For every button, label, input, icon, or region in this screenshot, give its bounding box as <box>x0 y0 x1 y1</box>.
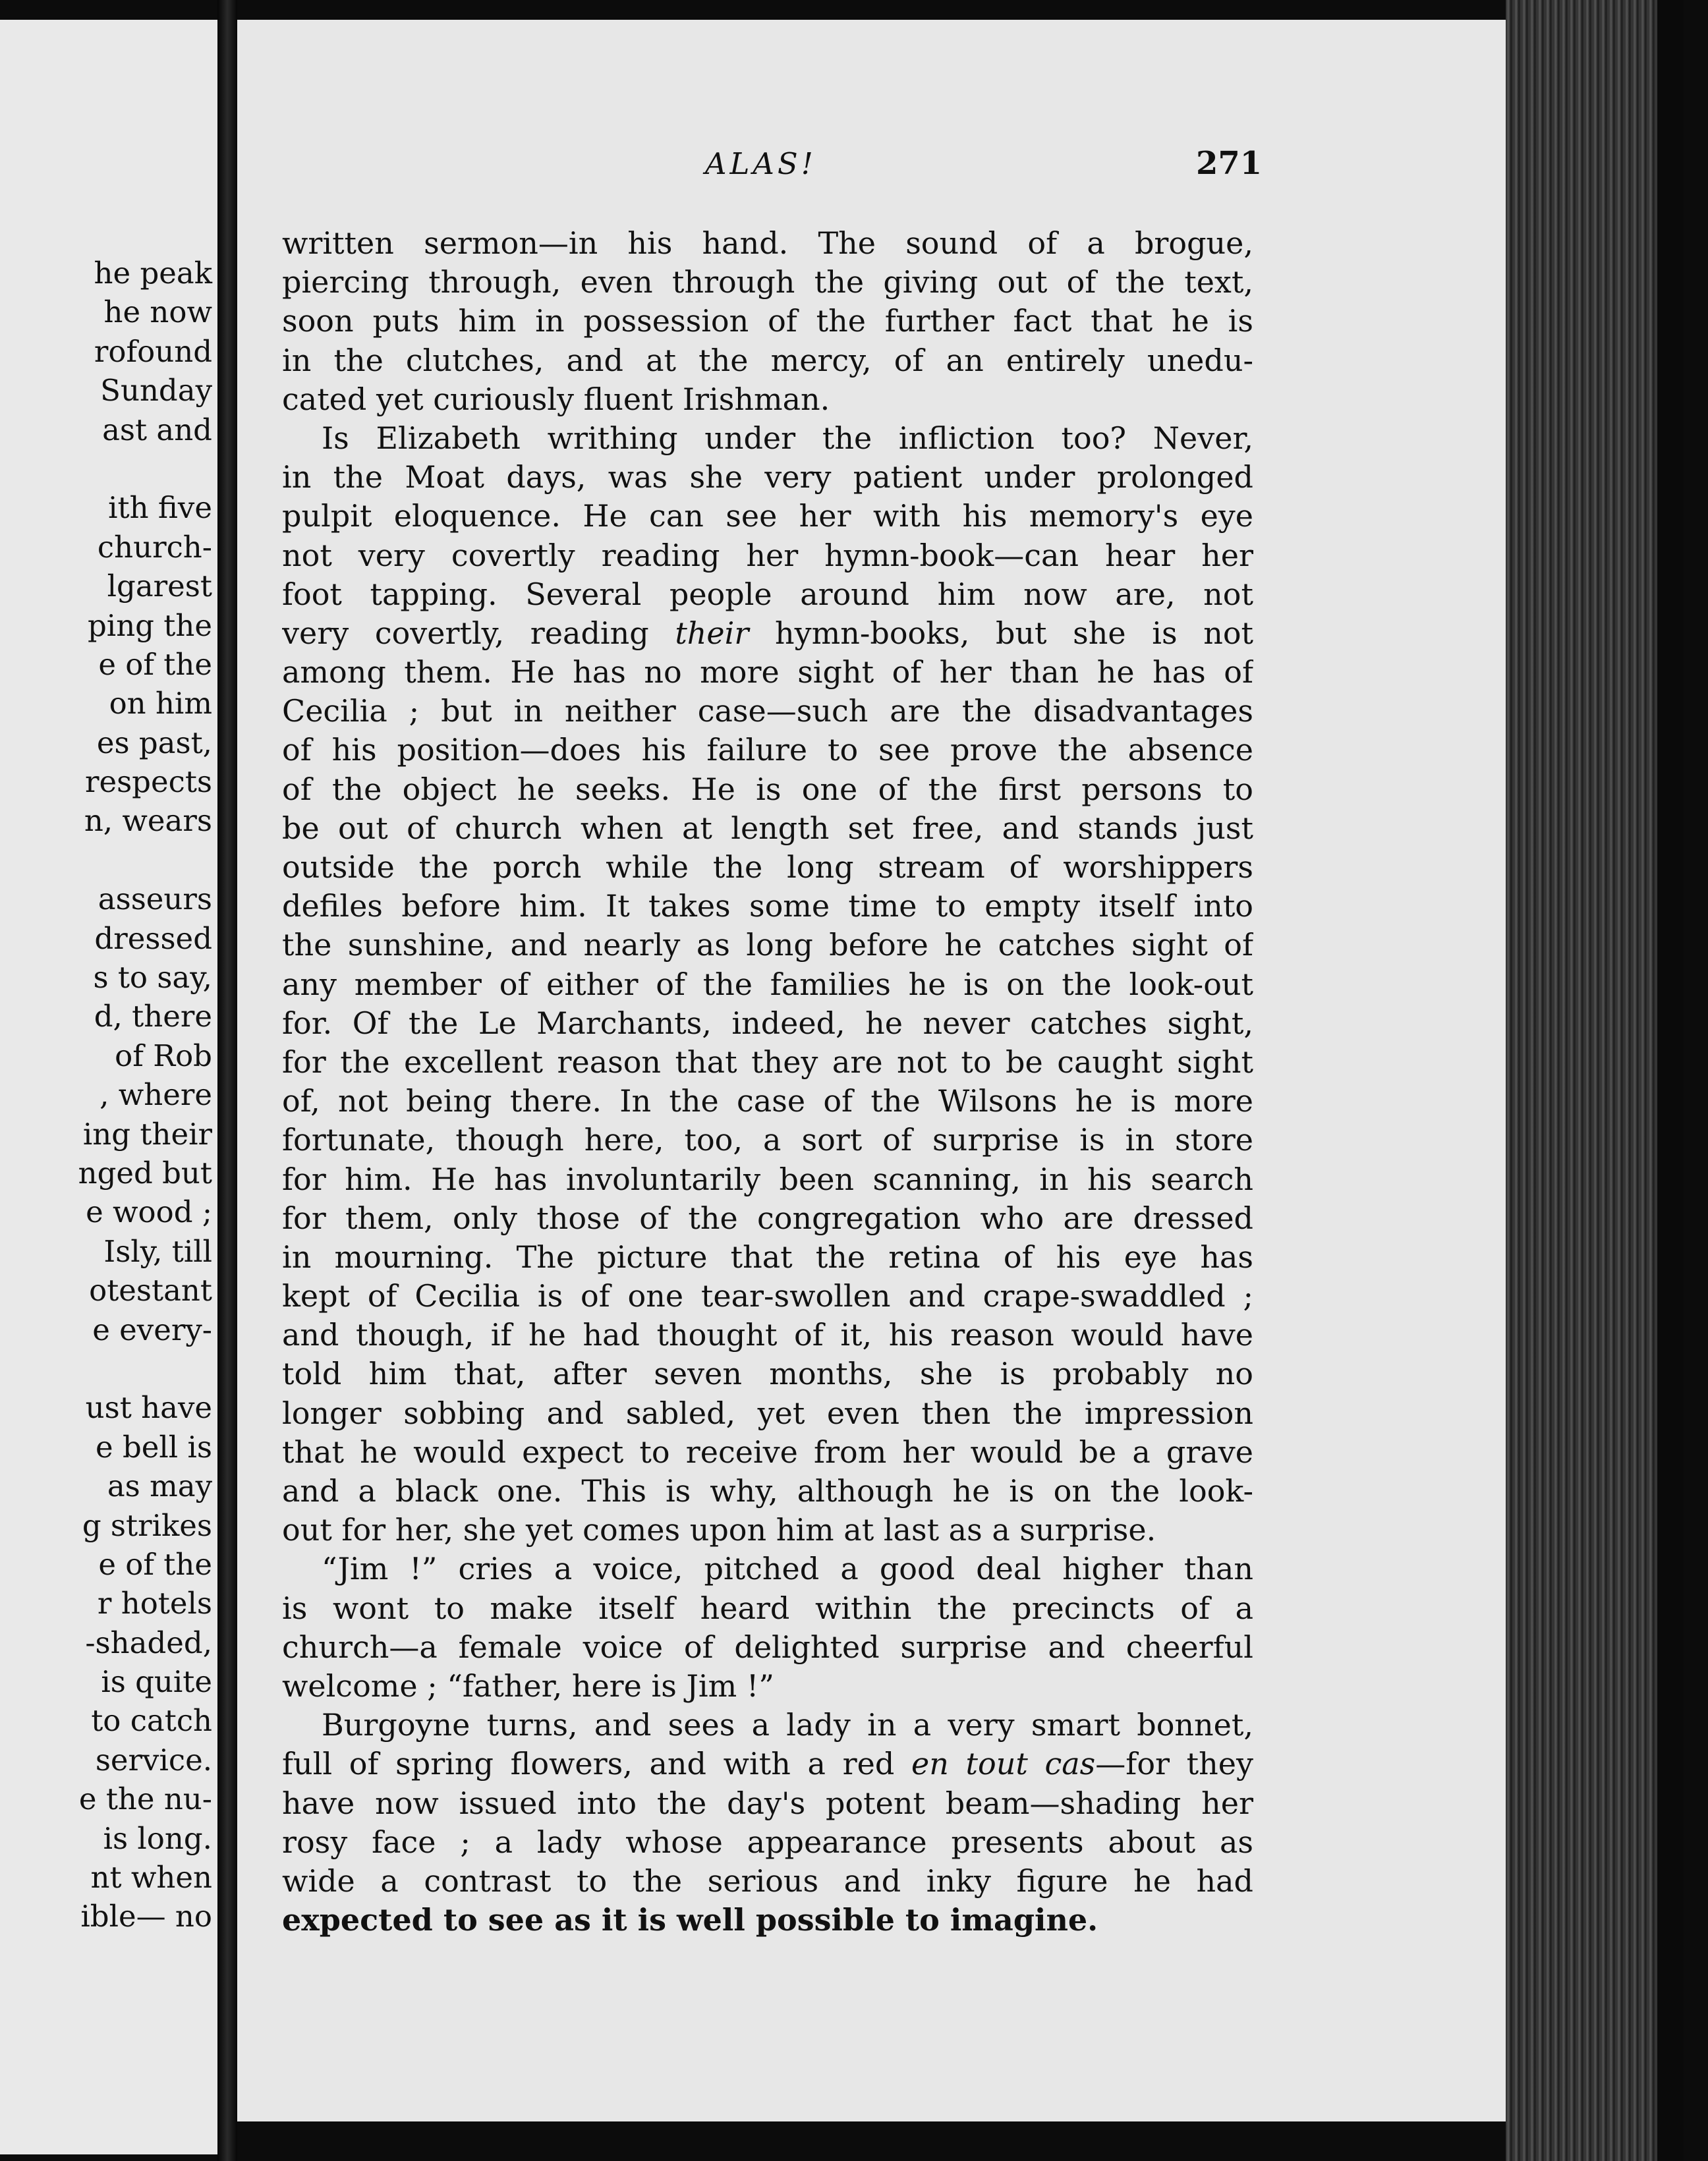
text-line: defiles before him. It takes some time to empty itself into <box>282 888 1253 924</box>
text-line: church—a female voice of delighted surprise and cheerful <box>282 1629 1253 1665</box>
left-page-line: he peak <box>94 256 212 291</box>
text-segment: very covertly, reading <box>282 615 649 651</box>
left-page-line: es past, <box>96 725 212 760</box>
text-line: of his position—does his failure to see prove the absence <box>282 732 1253 768</box>
left-page-line: on him <box>109 686 212 721</box>
left-page-line: church- <box>97 529 212 565</box>
text-line: pulpit eloquence. He can see her with his memory's eye <box>282 498 1253 534</box>
text-line: cated yet curiously fluent Irishman. <box>282 381 830 417</box>
left-page-line: e bell is <box>96 1429 212 1465</box>
running-head: ALAS! <box>705 146 816 181</box>
book-gutter <box>217 0 237 2161</box>
left-page-line: ust have <box>85 1390 212 1426</box>
text-line: fortunate, though here, too, a sort of surprise is in store <box>282 1122 1253 1158</box>
left-page-line: ping the <box>88 607 212 643</box>
left-page-line: lgarest <box>107 569 212 604</box>
text-line: for him. He has involuntarily been scanning, in his search <box>282 1161 1253 1197</box>
left-page-line: otestant <box>89 1273 212 1308</box>
left-page-line: dressed <box>94 920 212 956</box>
text-line: in mourning. The picture that the retina of his eye has <box>282 1239 1253 1275</box>
text-line: Cecilia ; but in neither case—such are the disadvantages <box>282 693 1253 729</box>
left-page-line: ing their <box>82 1116 212 1152</box>
left-facing-page <box>0 20 217 2154</box>
left-page-text <box>0 254 212 1936</box>
text-line: for them, only those of the congregation who are dressed <box>282 1200 1253 1236</box>
left-page-line: , where <box>100 1077 212 1113</box>
left-page-line: ible— no <box>80 1899 212 1934</box>
text-line <box>282 614 1253 653</box>
text-line: that he would expect to receive from her would be a grave <box>282 1434 1253 1470</box>
text-line: of the object he seeks. He is one of the first persons to <box>282 771 1253 807</box>
page-number: 271 <box>1196 145 1263 182</box>
left-page-line: he now <box>103 295 212 330</box>
left-page-line: as may <box>107 1469 212 1504</box>
text-line: not very covertly reading her hymn-book—can hear her <box>282 537 1253 573</box>
left-page-line: nged but <box>78 1155 212 1191</box>
text-line: of, not being there. In the case of the Wilsons he is more <box>282 1083 1253 1119</box>
text-line: outside the porch while the long stream of worshippers <box>282 849 1253 885</box>
body-text <box>282 224 1253 1940</box>
left-page-line: e of the <box>98 646 212 682</box>
left-page-line: e the nu- <box>78 1782 212 1817</box>
text-line: and though, if he had thought of it, his reason would have <box>282 1317 1253 1353</box>
left-page-line <box>0 841 212 880</box>
text-line: wide a contrast to the serious and inky figure he had <box>282 1863 1253 1899</box>
text-line: in the Moat days, was she very patient under prolonged <box>282 459 1253 495</box>
left-page-line: n, wears <box>84 803 212 839</box>
text-segment: hymn-books, but she is not <box>775 615 1253 651</box>
text-line <box>282 1745 1253 1783</box>
page-edges <box>1506 0 1684 2161</box>
left-page-line: asseurs <box>98 882 212 917</box>
text-line: kept of Cecilia is of one tear-swollen and crape-swaddled ; <box>282 1278 1253 1314</box>
text-line: out for her, she yet comes upon him at last as a surprise. <box>282 1512 1156 1548</box>
left-page-line: e wood ; <box>86 1194 212 1230</box>
text-line: and a black one. This is why, although he is on the look- <box>282 1473 1253 1509</box>
left-page-line: e every- <box>92 1312 212 1347</box>
left-page-line: service. <box>95 1742 212 1778</box>
text-line: “Jim !” cries a voice, pitched a good deal higher than <box>322 1551 1253 1587</box>
text-line: for. Of the Le Marchants, indeed, he never catches sight, <box>282 1005 1253 1041</box>
text-line: soon puts him in possession of the further fact that he is <box>282 303 1253 339</box>
text-line: the sunshine, and nearly as long before he catches sight of <box>282 927 1253 963</box>
left-page-line: Isly, till <box>103 1233 212 1269</box>
left-page-line: to catch <box>91 1703 212 1739</box>
left-page-line <box>0 449 212 488</box>
left-page-line: s to say, <box>93 960 212 996</box>
text-line: is wont to make itself heard within the precincts of a <box>282 1590 1253 1626</box>
text-segment: —for they <box>1095 1746 1253 1782</box>
text-line: foot tapping. Several people around him now are, not <box>282 576 1253 612</box>
left-page-line: d, there <box>94 999 212 1034</box>
left-page-line: r hotels <box>97 1586 212 1621</box>
left-page-line <box>0 1349 212 1388</box>
left-page-line: ast and <box>102 412 212 447</box>
text-line: welcome ; “father, here is Jim !” <box>282 1668 774 1704</box>
left-page-line: of Rob <box>115 1038 212 1073</box>
left-page-line: e of the <box>98 1546 212 1582</box>
left-page-line: is quite <box>101 1664 212 1700</box>
text-line: have now issued into the day's potent beam—shading her <box>282 1785 1253 1821</box>
left-page-line: -shaded, <box>85 1625 212 1660</box>
left-page-line: respects <box>84 764 212 800</box>
left-page-line: nt when <box>90 1860 212 1895</box>
text-line: in the clutches, and at the mercy, of an entirely unedu- <box>282 342 1253 378</box>
left-page-line: is long. <box>103 1820 212 1856</box>
left-page-line: ith five <box>108 490 212 526</box>
text-segment: full of spring flowers, and with a red <box>282 1746 895 1782</box>
left-page-line: rofound <box>94 333 212 369</box>
text-line: expected to see as it is well possible to imagine. <box>282 1902 1098 1938</box>
left-page-line: g strikes <box>82 1507 212 1543</box>
text-line: written sermon—in his hand. The sound of a brogue, <box>282 225 1253 261</box>
text-line: piercing through, even through the giving out of the text, <box>282 264 1253 300</box>
text-line: for the excellent reason that they are not to be caught sight <box>282 1044 1253 1080</box>
text-line: told him that, after seven months, she is probably no <box>282 1356 1253 1392</box>
text-line: any member of either of the families he is on the look-out <box>282 966 1253 1002</box>
text-line: be out of church when at length set free, and stands just <box>282 810 1253 846</box>
left-page-line: Sunday <box>100 373 212 408</box>
text-line: Burgoyne turns, and sees a lady in a very smart bonnet, <box>322 1707 1253 1743</box>
italic-emphasis: en tout cas <box>911 1746 1096 1782</box>
text-line: among them. He has no more sight of her than he has of <box>282 654 1253 690</box>
text-line: longer sobbing and sabled, yet even then the impression <box>282 1395 1253 1431</box>
italic-emphasis: their <box>675 615 749 651</box>
text-line: Is Elizabeth writhing under the infliction too? Never, <box>322 420 1253 456</box>
text-line: rosy face ; a lady whose appearance presents about as <box>282 1824 1253 1860</box>
